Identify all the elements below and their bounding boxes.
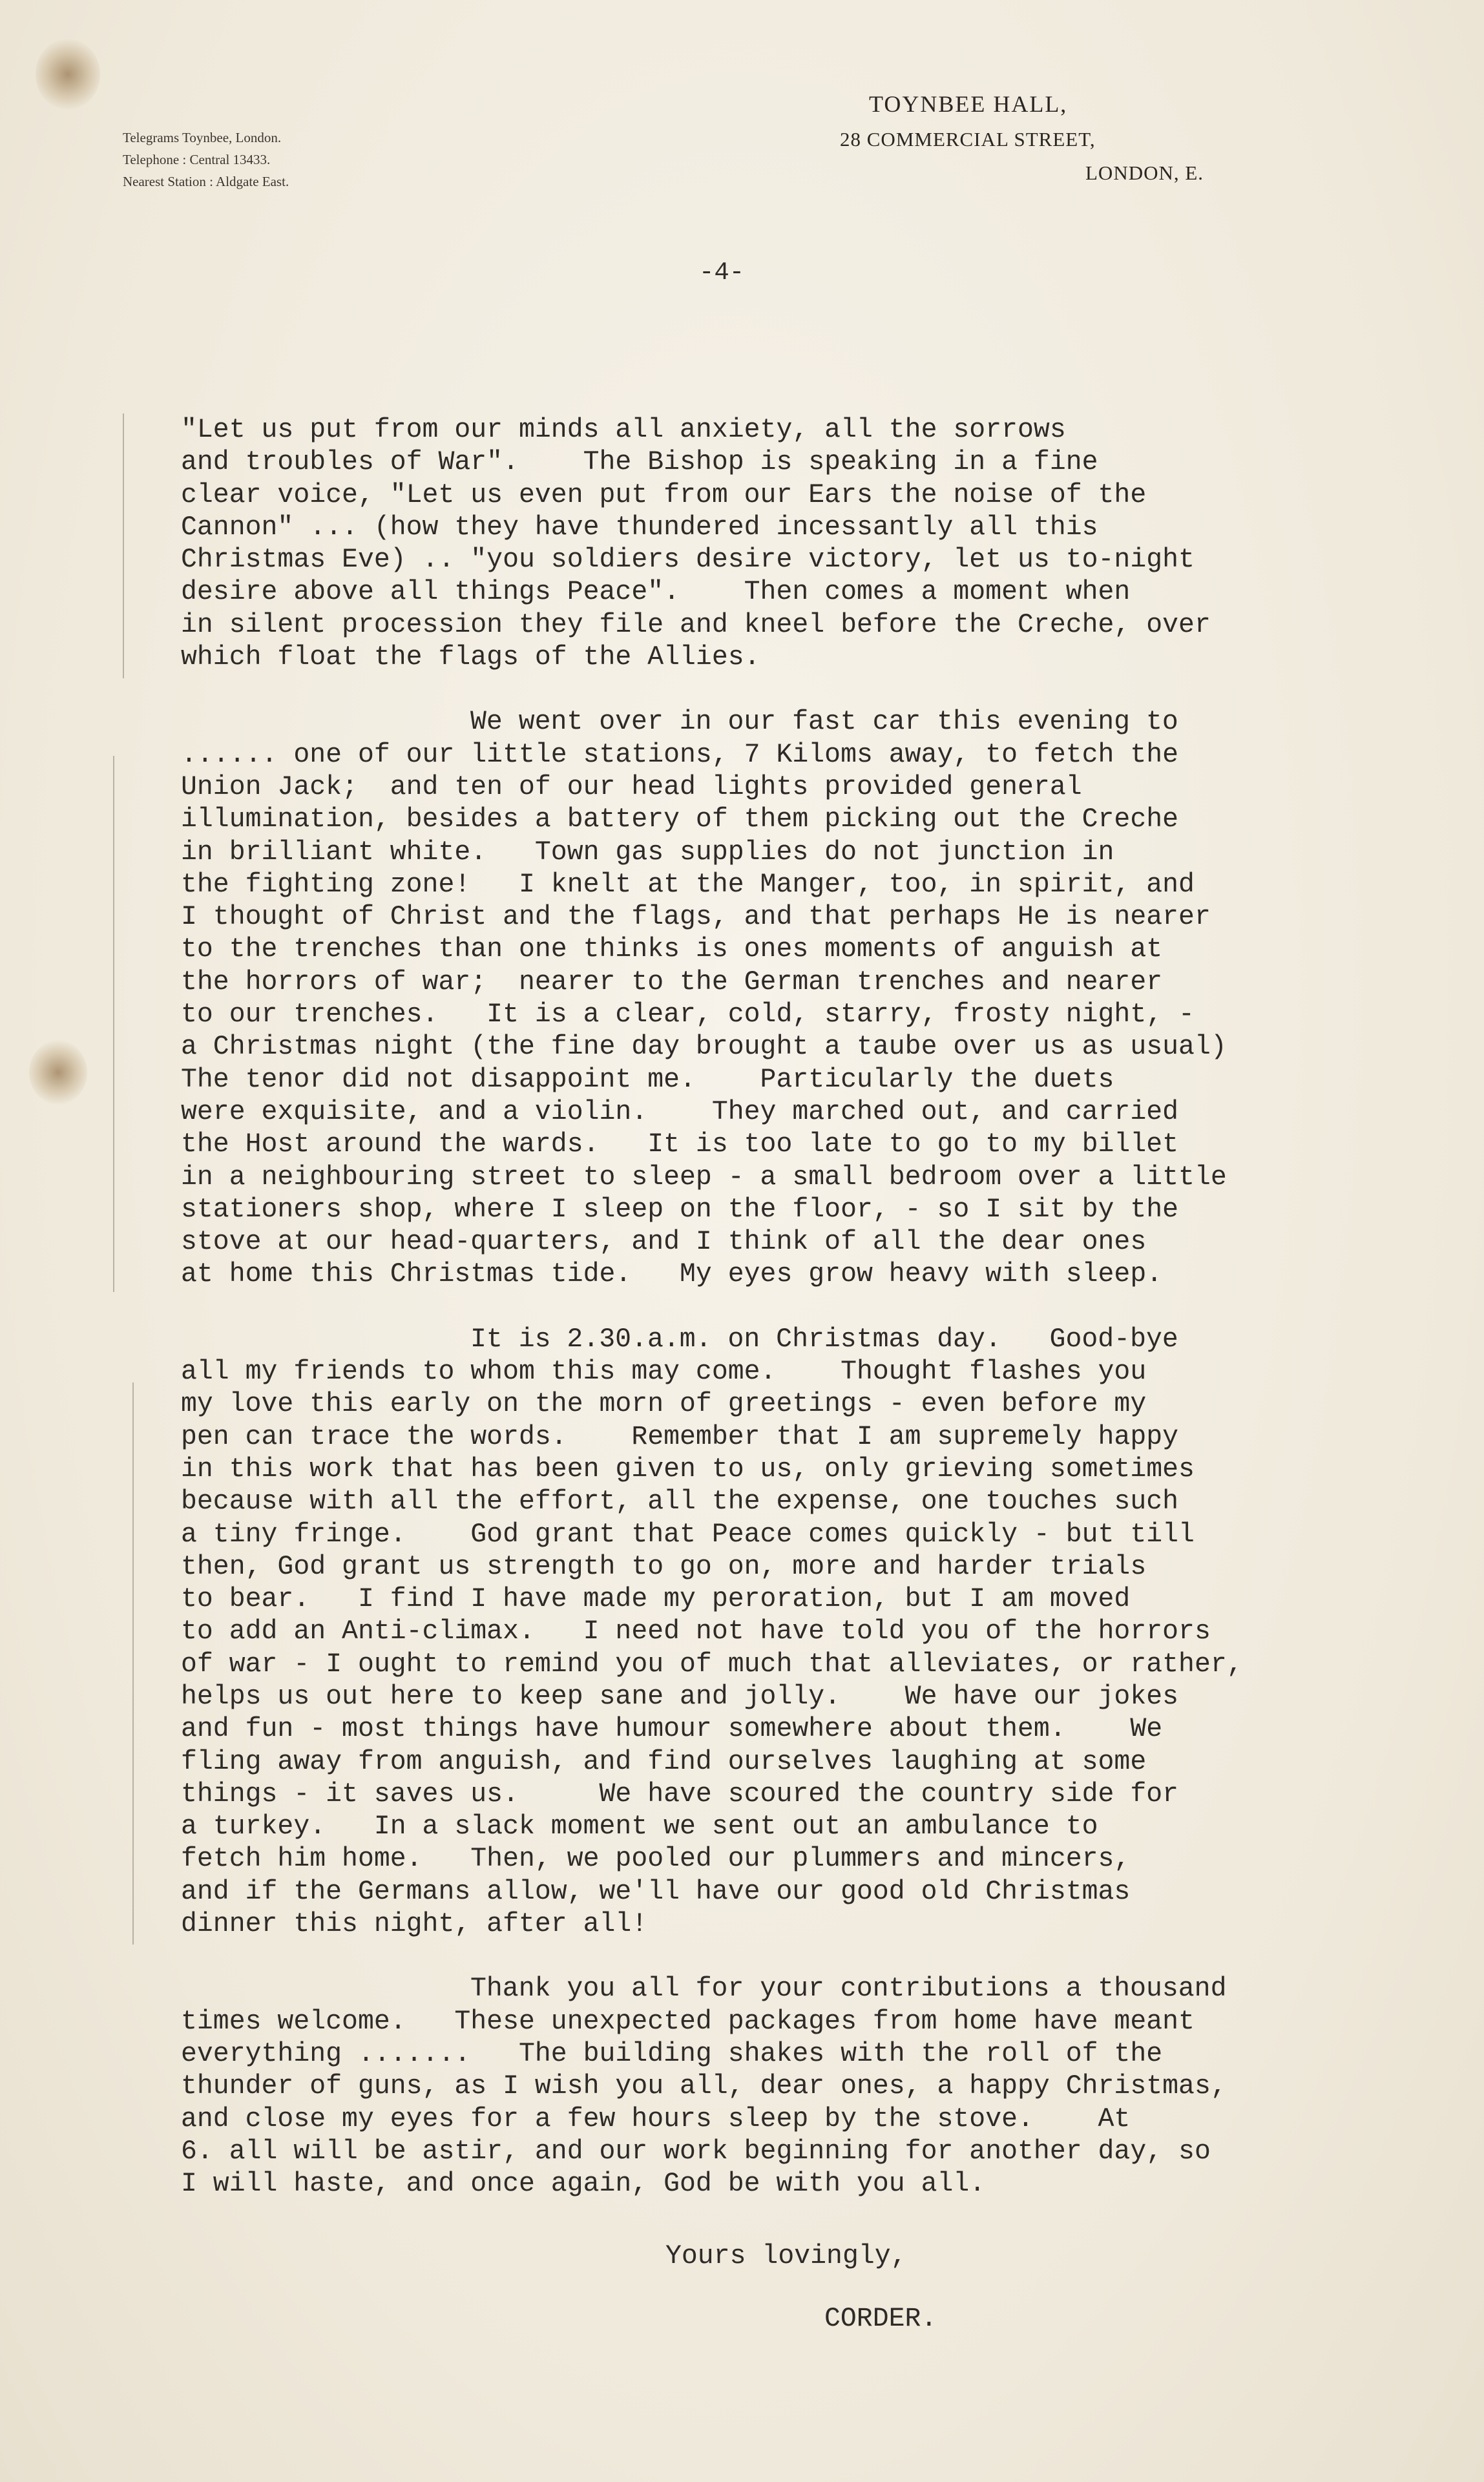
text-line: because with all the effort, all the expense, one touches such [181,1486,1179,1517]
text-line: 6. all will be astir, and our work beginning for another day, so [181,2136,1211,2167]
text-line: in a neighbouring street to sleep - a small bedroom over a little [181,1162,1227,1193]
text-line: in brilliant white. Town gas supplies do not junction in [181,837,1114,868]
margin-mark-3 [132,1382,134,1945]
text-line: my love this early on the morn of greetings - even before my [181,1389,1147,1420]
text-line: to the trenches than one thinks is ones moments of anguish at [181,934,1163,965]
telegrams-line: Telegrams Toynbee, London. [123,130,282,145]
text-line: thunder of guns, as I wish you all, dear ones, a happy Christmas, [181,2071,1227,2102]
text-line: to our trenches. It is a clear, cold, starry, frosty night, - [181,999,1195,1030]
text-line: and close my eyes for a few hours sleep by the stove. At [181,2103,1131,2134]
letterhead-name: TOYNBEE HALL, [869,91,1068,117]
text-line: fling away from anguish, and find ourselves laughing at some [181,1746,1147,1777]
text-line: It is 2.30.a.m. on Christmas day. Good-bye [470,1324,1178,1355]
text-line: all my friends to whom this may come. Thought flashes you [181,1357,1147,1388]
paragraph-2 [181,706,1447,1291]
text-line: Union Jack; and ten of our head lights provided general [181,771,1082,802]
letter-body [181,414,1447,2200]
text-line: at home this Christmas tide. My eyes grow heavy with sleep. [181,1259,1163,1290]
text-line: and fun - most things have humour somewhere about them. We [181,1714,1163,1745]
margin-mark-1 [123,413,124,678]
text-line: everything ....... The building shakes with the roll of the [181,2038,1163,2069]
text-line: The tenor did not disappoint me. Particularly the duets [181,1064,1114,1095]
burn-stain-top-left [36,39,100,110]
text-line: were exquisite, and a violin. They marched out, and carried [181,1096,1179,1127]
text-line: dinner this night, after all! [181,1909,648,1940]
burn-stain-left-middle [29,1040,87,1105]
letterhead-street: 28 COMMERCIAL STREET, [840,128,1096,151]
signature: CORDER. [824,2304,937,2334]
text-line: Christmas Eve) .. "you soldiers desire victory, let us to-night [181,545,1195,576]
contact-block [123,127,289,193]
text-line: Cannon" ... (how they have thundered incessantly all this [181,512,1098,543]
telephone-line: Telephone : Central 13433. [123,152,271,167]
text-line: "Let us put from our minds all anxiety, all the sorrows [181,415,1066,445]
text-line: the fighting zone! I knelt at the Manger, too, in spirit, and [181,869,1195,900]
text-line: and if the Germans allow, we'll have our good old Christmas [181,1876,1131,1907]
text-line: We went over in our fast car this evening to [470,707,1178,738]
text-line: I will haste, and once again, God be with you all. [181,2169,986,2200]
text-line: to bear. I find I have made my peroration, but I am moved [181,1584,1131,1615]
text-line: and troubles of War". The Bishop is speaking in a fine [181,447,1098,478]
text-line: Thank you all for your contributions a thousand [470,1974,1227,2005]
text-line: then, God grant us strength to go on, more and harder trials [181,1551,1147,1582]
letterhead-city: LONDON, E. [1085,162,1204,184]
text-line: a Christmas night (the fine day brought a taube over us as usual) [181,1032,1227,1063]
text-line: in this work that has been given to us, only grieving sometimes [181,1454,1195,1485]
text-line: a turkey. In a slack moment we sent out an ambulance to [181,1811,1098,1842]
text-line: helps us out here to keep sane and jolly. We have our jokes [181,1681,1179,1712]
text-line: pen can trace the words. Remember that I am supremely happy [181,1421,1179,1452]
paragraph-4 [181,1973,1447,2200]
text-line: fetch him home. Then, we pooled our plummers and mincers, [181,1844,1131,1875]
text-line: times welcome. These unexpected packages from home have meant [181,2006,1195,2037]
text-line: desire above all things Peace". Then comes a moment when [181,577,1131,608]
text-line: clear voice, "Let us even put from our Ears the noise of the [181,479,1147,510]
text-line: to add an Anti-climax. I need not have told you of the horrors [181,1616,1211,1647]
text-line: which float the flags of the Allies. [181,642,760,673]
text-line: in silent procession they file and kneel before the Creche, over [181,609,1211,640]
text-line: ...... one of our little stations, 7 Kiloms away, to fetch the [181,739,1179,770]
text-line: illumination, besides a battery of them picking out the Creche [181,804,1179,835]
closing: Yours lovingly, [665,2241,907,2271]
paragraph-1 [181,414,1447,674]
margin-mark-2 [113,756,114,1292]
text-line: stationers shop, where I sleep on the floor, - so I sit by the [181,1194,1179,1225]
station-line: Nearest Station : Aldgate East. [123,174,289,189]
text-line: the Host around the wards. It is too late to go to my billet [181,1129,1179,1160]
text-line: things - it saves us. We have scoured the country side for [181,1778,1179,1809]
page-number: -4- [699,258,745,287]
text-line: a tiny fringe. God grant that Peace comes quickly - but till [181,1519,1195,1550]
text-line: I thought of Christ and the flags, and that perhaps He is nearer [181,902,1211,933]
paragraph-3 [181,1324,1447,1941]
text-line: stove at our head-quarters, and I think of all the dear ones [181,1227,1147,1258]
letterhead [840,90,1331,185]
text-line: of war - I ought to remind you of much that alleviates, or rather, [181,1649,1243,1680]
text-line: the horrors of war; nearer to the German trenches and nearer [181,966,1163,997]
